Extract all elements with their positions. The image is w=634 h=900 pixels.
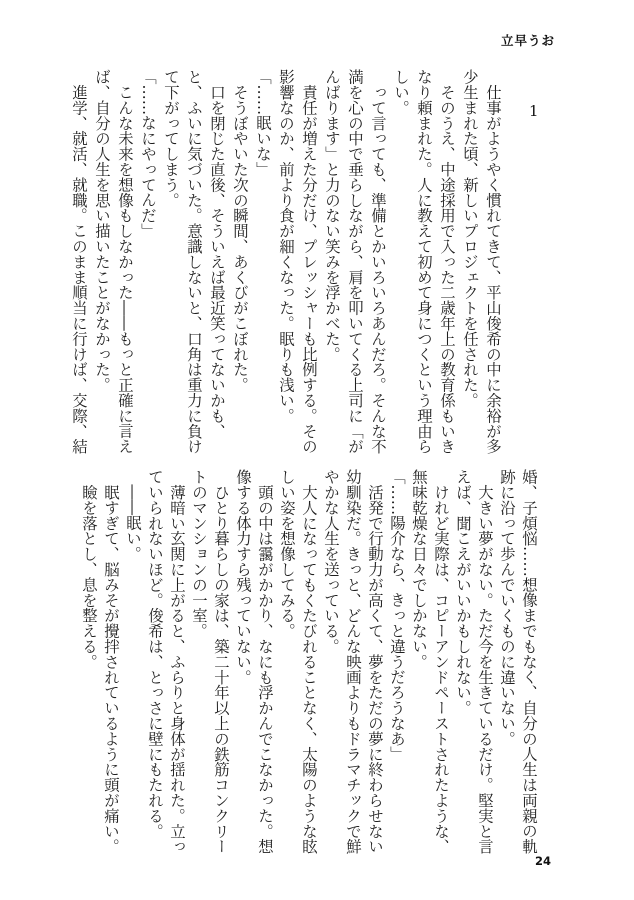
text-block-bottom xyxy=(78,469,540,857)
paragraph: 仕事がようやく慣れてきて、平山俊希の中に余裕が多少生まれた頃、新しいプロジェクトを任された。 xyxy=(461,69,502,454)
running-head: 立早うお xyxy=(501,33,556,48)
paragraph: 大人になってもくたびれることなく、太陽のような眩しい姿を想像してみる。 xyxy=(278,469,318,854)
paragraph: 活発で行動力が高くて、夢をただの夢に終わらせない幼馴染だ。きっと、どんな映画よりもドラマチックで鮮やかな人生を送っている。 xyxy=(322,469,384,854)
paragraph: こんな未来を想像もしなかった――もっと正確に言えば、自分の人生を思い描いたことがなかった。 xyxy=(93,69,134,454)
paragraph: ひとり暮らしの家は、築二十年以上の鉄筋コンクリートのマンションの一室。 xyxy=(190,469,230,854)
paragraph: 瞼を落とし、息を整える。 xyxy=(80,469,98,670)
paragraph: って言っても、準備とかいろいろあんだろ。そんな不満を心の中で垂らしながら、肩を叩いてくる上司に「がんばります」と力のない笑みを浮かべた。 xyxy=(323,69,387,454)
paragraph: そうぼやいた次の瞬間、あくびがこぼれた。 xyxy=(231,69,249,393)
text-block-top xyxy=(67,69,504,457)
paragraph: 眠すぎて、脳みそが攪拌されているように頭が痛い。 xyxy=(102,469,120,854)
paragraph: 薄暗い玄関に上がると、ふらりと身体が揺れた。立っていられないほど。俊希は、とっさに壁にもたれる。 xyxy=(146,469,186,854)
chapter-number: 1 xyxy=(529,102,539,120)
page-number: 24 xyxy=(535,854,552,868)
paragraph: 大きい夢がない。ただ今を生きているだけ。堅実と言えば、聞こえがいいかもしれない。 xyxy=(454,469,494,854)
paragraph: 「……なにやってんだ」 xyxy=(139,69,157,239)
paragraph: 頭の中は靄がかかり、なにも浮かんでこなかった。想像する体力すら残っていない。 xyxy=(234,469,274,854)
paragraph: 進学、就活、就職。このまま順当に行けば、交際、結 xyxy=(70,69,88,454)
paragraph: 「……眠いな」 xyxy=(254,69,272,177)
paragraph: けれど実際は、コピーアンドペーストされたような、無味乾燥な日々でしかない。 xyxy=(410,469,450,854)
paragraph: そのうえ、中途採用で入った二歳年上の教育係もいきなり頼まれた。人に教えて初めて身につくという理由らしい。 xyxy=(392,69,456,454)
paragraph: 婚、子煩悩……想像までもなく、自分の人生は両親の軌跡に沿って歩んでいくものに違いない。 xyxy=(498,469,538,854)
paragraph: ――眠い。 xyxy=(124,469,142,562)
paragraph: 口を閉じた直後、そういえば最近笑ってないかも、と、ふいに気づいた。意識しないと、口角は重力に負けて下がってしまう。 xyxy=(162,69,226,454)
paragraph: 責任が増えた分だけ、プレッシャーも比例する。その影響なのか、前より食が細くなった。眠りも浅い。 xyxy=(277,69,318,454)
paragraph: 「……陽介なら、きっと違うだろうなあ」 xyxy=(388,469,406,762)
